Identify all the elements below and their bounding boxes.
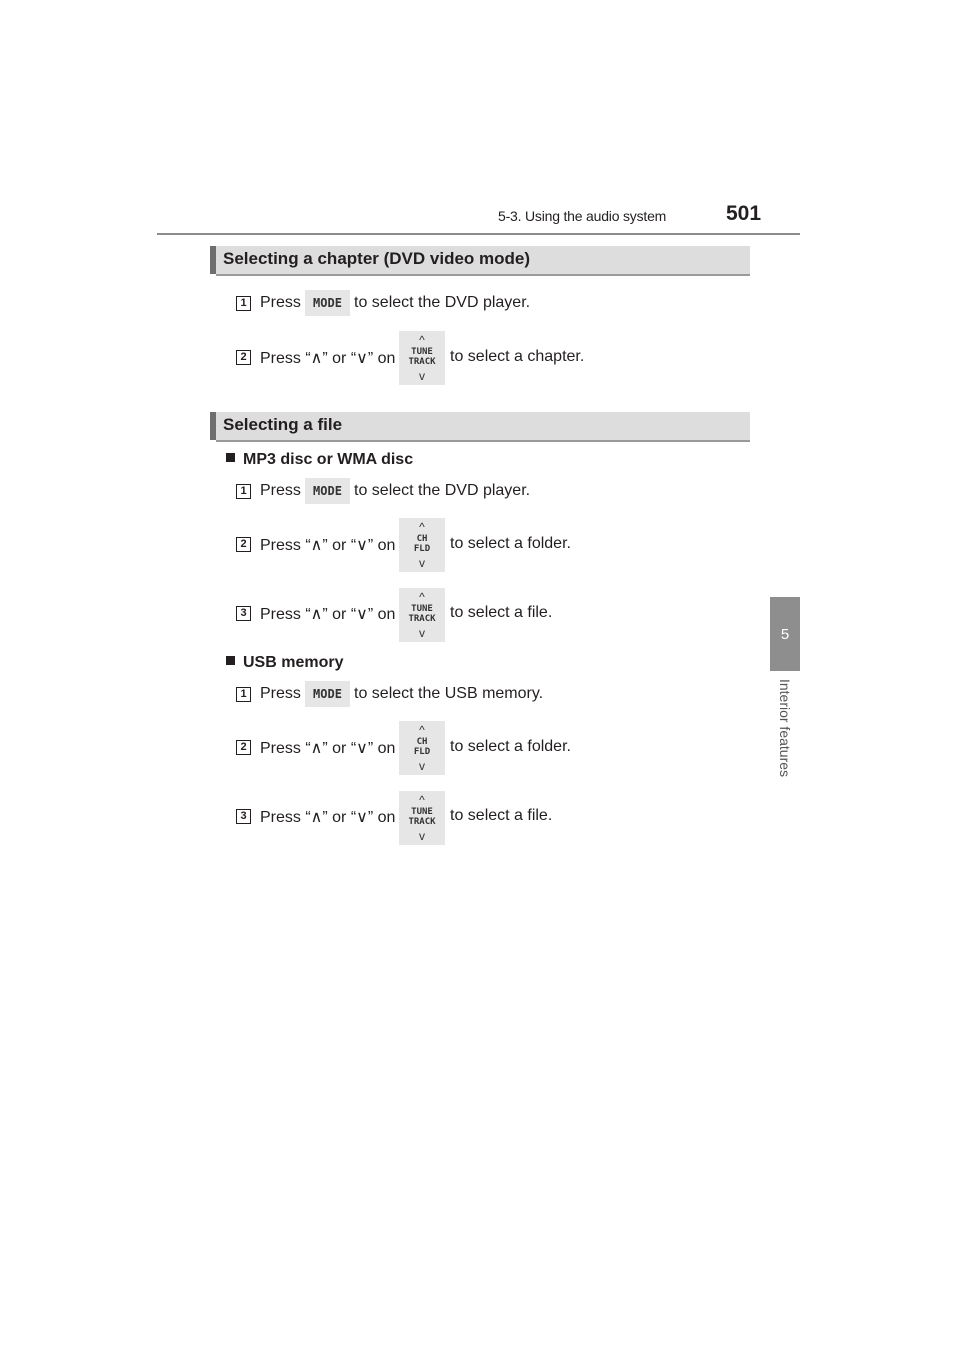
mode-button-icon: MODE <box>305 478 350 504</box>
ch-fld-button-icon <box>399 721 445 775</box>
chevron-down-icon: v <box>419 829 425 843</box>
section-title-chapter: Selecting a chapter (DVD video mode) <box>223 249 531 268</box>
step-number: 2 <box>236 537 251 552</box>
step-text-after: to select the DVD player. <box>354 482 531 499</box>
step-text-after: to select the DVD player. <box>354 294 531 311</box>
chevron-down-icon: v <box>419 369 425 383</box>
ch-fld-label: CH FLD <box>413 534 431 554</box>
step-text-before: Press <box>260 294 301 311</box>
section-bar-file <box>210 412 750 440</box>
chapter-tab-label: Interior features <box>777 678 793 778</box>
step-text-before: Press “∧” or “∨” on <box>260 809 396 826</box>
step-number: 3 <box>236 606 251 621</box>
step-number: 2 <box>236 350 251 365</box>
step-text-after: to select a folder. <box>450 535 571 552</box>
header-divider <box>157 233 800 235</box>
step-text-before: Press “∧” or “∨” on <box>260 606 396 623</box>
tune-track-button-icon <box>399 791 445 845</box>
chevron-up-icon: ^ <box>419 793 425 807</box>
ch-fld-button-icon <box>399 518 445 572</box>
chapter-tab-number: 5 <box>780 626 790 643</box>
step-number: 1 <box>236 687 251 702</box>
step-text-before: Press <box>260 685 301 702</box>
section-bar-chapter <box>210 246 750 274</box>
tune-track-button-icon <box>399 331 445 385</box>
page-number: 501 <box>726 202 762 225</box>
tune-track-label: TUNE TRACK <box>408 604 436 624</box>
sub-heading-mp3: MP3 disc or WMA disc <box>226 451 413 469</box>
step-text-before: Press “∧” or “∨” on <box>260 350 396 367</box>
sub-heading-usb: USB memory <box>226 654 343 672</box>
square-bullet-icon <box>226 656 235 665</box>
mode-button-icon: MODE <box>305 681 350 707</box>
chevron-up-icon: ^ <box>419 333 425 347</box>
chevron-up-icon: ^ <box>419 590 425 604</box>
section-title-file: Selecting a file <box>223 415 343 434</box>
ch-fld-label: CH FLD <box>413 737 431 757</box>
step-text-after: to select a folder. <box>450 738 571 755</box>
chevron-down-icon: v <box>419 759 425 773</box>
step-number: 1 <box>236 484 251 499</box>
tune-track-label: TUNE TRACK <box>408 807 436 827</box>
header-section-title: 5-3. Using the audio system <box>498 208 667 224</box>
chevron-down-icon: v <box>419 556 425 570</box>
chevron-down-icon: v <box>419 626 425 640</box>
tune-track-button-icon <box>399 588 445 642</box>
step-text-after: to select a file. <box>450 807 553 824</box>
step-text-before: Press “∧” or “∨” on <box>260 740 396 757</box>
tune-track-label: TUNE TRACK <box>408 347 436 367</box>
chevron-up-icon: ^ <box>419 520 425 534</box>
step-text-after: to select a file. <box>450 604 553 621</box>
step-number: 3 <box>236 809 251 824</box>
chevron-up-icon: ^ <box>419 723 425 737</box>
step-number: 1 <box>236 296 251 311</box>
step-number: 2 <box>236 740 251 755</box>
step-text-after: to select the USB memory. <box>354 685 544 702</box>
step-text-before: Press “∧” or “∨” on <box>260 537 396 554</box>
step-text-before: Press <box>260 482 301 499</box>
mode-button-icon: MODE <box>305 290 350 316</box>
square-bullet-icon <box>226 453 235 462</box>
step-text-after: to select a chapter. <box>450 348 585 365</box>
